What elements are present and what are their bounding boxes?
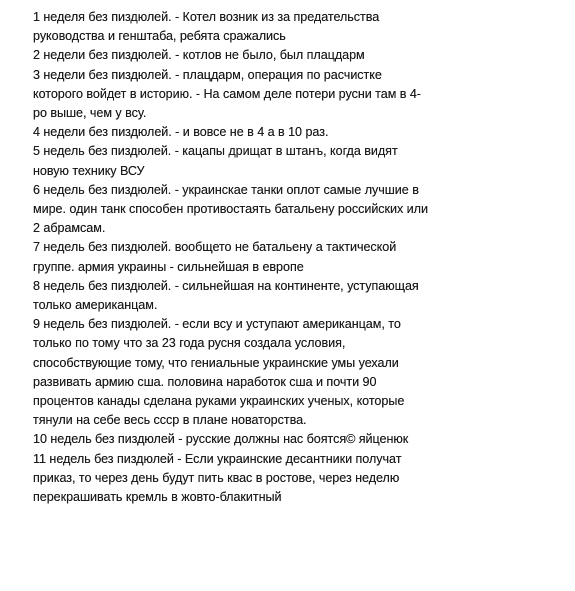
text-line: процентов канады сделана руками украинских ученых, которые — [33, 394, 405, 409]
text-line: 11 недель без пиздюлей - Если украинские десантники получат — [33, 451, 402, 466]
text-line: 7 недель без пиздюлей. вообщето не батальену а тактической — [33, 240, 397, 255]
text-line: 4 недели без пиздюлей. - и вовсе не в 4 а в 10 раз. — [33, 125, 329, 140]
text-line: 3 недели без пиздюлей. - плацдарм, операция по расчистке — [33, 67, 382, 82]
text-line: 9 недель без пиздюлей. - если всу и уступают американцам, то — [33, 317, 401, 332]
text-line: перекрашивать кремль в жовто-блакитный — [33, 490, 282, 505]
text-line: развивать армию сша. половина наработок сша и почти 90 — [33, 374, 377, 389]
text-line: группе. армия украины - сильнейшая в европе — [33, 259, 304, 274]
text-line: 10 недель без пиздюлей - русские должны нас боятся© яйценюк — [33, 432, 409, 447]
text-line: способствующие тому, что гениальные украинские умы уехали — [33, 355, 399, 370]
text-line: ро выше, чем у всу. — [33, 106, 147, 121]
text-line: новую технику ВСУ — [33, 163, 145, 178]
text-line: тянули на себе весь ссср в плане новаторства. — [33, 413, 307, 428]
text-line: 2 недели без пиздюлей. - котлов не было, был плацдарм — [33, 48, 365, 63]
text-line: руководства и генштаба, ребята сражались — [33, 29, 286, 44]
text-line: 8 недель без пиздюлей. - сильнейшая на континенте, уступающая — [33, 278, 419, 293]
text-line: мире. один танк способен противостаять батальену российских или — [33, 202, 428, 217]
text-line: которого войдет в историю. - На самом деле потери русни там в 4- — [33, 86, 421, 101]
text-line: 5 недель без пиздюлей. - кацапы дрищат в штанъ, когда видят — [33, 144, 398, 159]
text-line: приказ, то через день будут пить квас в ростове, через неделю — [33, 470, 400, 485]
text-line: 2 абрамсам. — [33, 221, 106, 236]
text-line: 6 недель без пиздюлей. - украинскае танки оплот самые лучшие в — [33, 182, 419, 197]
text-line: 1 неделя без пиздюлей. - Котел возник из за предательства — [33, 10, 380, 24]
text-line: только американцам. — [33, 298, 158, 313]
text-line: только по тому что за 23 года русня создала условия, — [33, 336, 346, 351]
